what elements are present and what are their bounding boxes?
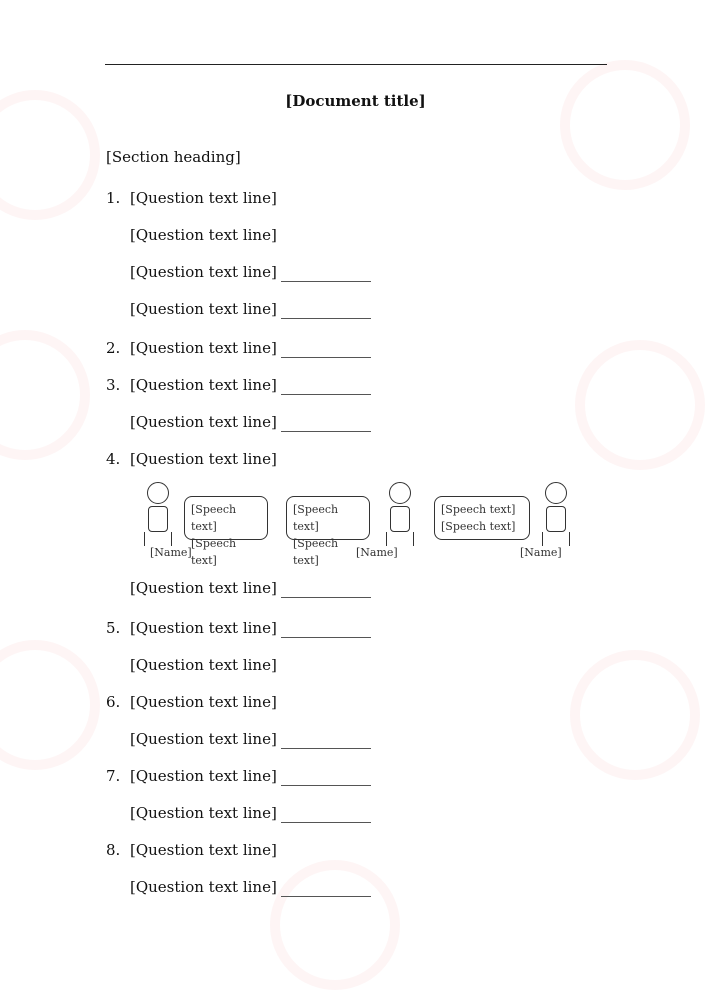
speech-text: [Speech text] xyxy=(191,537,237,567)
answer-blank[interactable] xyxy=(281,340,371,358)
question-4 xyxy=(106,441,611,478)
speech-bubble xyxy=(184,496,268,567)
answer-blank[interactable] xyxy=(281,414,371,432)
answer-blank[interactable] xyxy=(281,768,371,786)
question-text: [Question text line] xyxy=(130,693,277,711)
question-text: [Question text line] xyxy=(130,189,277,207)
question-number: 2. xyxy=(106,339,121,357)
question-text: [Question text line] xyxy=(130,767,277,785)
question-number: 4. xyxy=(106,450,121,468)
watermark-logo xyxy=(0,640,100,770)
question-number: 8. xyxy=(106,841,121,859)
question-1 xyxy=(106,180,611,328)
question-text: [Question text line] xyxy=(130,413,277,431)
page-title: [Document title] xyxy=(285,92,426,110)
speech-text: [Speech text] xyxy=(191,503,237,533)
question-5 xyxy=(106,610,611,684)
speech-text: [Speech text] xyxy=(293,503,339,533)
speech-bubble xyxy=(286,496,370,567)
section-heading: [Section heading] xyxy=(106,148,241,166)
kid-name: [Name] xyxy=(356,546,398,559)
question-3 xyxy=(106,367,611,441)
kids-illustration xyxy=(130,480,610,567)
question-6 xyxy=(106,684,611,758)
speech-text: [Speech text] xyxy=(441,503,516,516)
answer-blank[interactable] xyxy=(281,731,371,749)
answer-blank[interactable] xyxy=(281,879,371,897)
watermark-logo xyxy=(0,330,90,460)
question-text: [Question text line] xyxy=(130,300,277,318)
speech-bubble xyxy=(434,496,530,540)
speech-text: [Speech text] xyxy=(293,537,339,567)
answer-blank[interactable] xyxy=(281,377,371,395)
answer-blank[interactable] xyxy=(281,620,371,638)
question-text: [Question text line] xyxy=(130,579,277,597)
question-text: [Question text line] xyxy=(130,376,277,394)
question-text: [Question text line] xyxy=(130,339,277,357)
watermark-logo xyxy=(560,60,690,190)
question-number: 5. xyxy=(106,619,121,637)
question-text: [Question text line] xyxy=(130,263,277,281)
question-text: [Question text line] xyxy=(130,841,277,859)
kid-name: [Name] xyxy=(150,546,192,559)
question-text: [Question text line] xyxy=(130,804,277,822)
question-text: [Question text line] xyxy=(130,656,277,674)
answer-blank[interactable] xyxy=(281,264,371,282)
question-8 xyxy=(106,832,611,906)
question-7 xyxy=(106,758,611,832)
answer-blank[interactable] xyxy=(281,301,371,319)
answer-blank[interactable] xyxy=(281,580,371,598)
question-text: [Question text line] xyxy=(130,730,277,748)
question-number: 3. xyxy=(106,376,121,394)
question-4-answers xyxy=(106,570,611,607)
question-number: 6. xyxy=(106,693,121,711)
question-2 xyxy=(106,330,611,367)
answer-blank[interactable] xyxy=(281,805,371,823)
kid-figure xyxy=(136,482,180,552)
kid-figure xyxy=(534,482,578,552)
question-text: [Question text line] xyxy=(130,450,277,468)
question-text: [Question text line] xyxy=(130,619,277,637)
kid-figure xyxy=(378,482,422,552)
question-text: [Question text line] xyxy=(130,878,277,896)
question-number: 7. xyxy=(106,767,121,785)
question-text: [Question text line] xyxy=(130,226,277,244)
question-number: 1. xyxy=(106,189,121,207)
speech-text: [Speech text] xyxy=(441,520,516,533)
kid-name: [Name] xyxy=(520,546,562,559)
header-rule xyxy=(105,64,607,65)
